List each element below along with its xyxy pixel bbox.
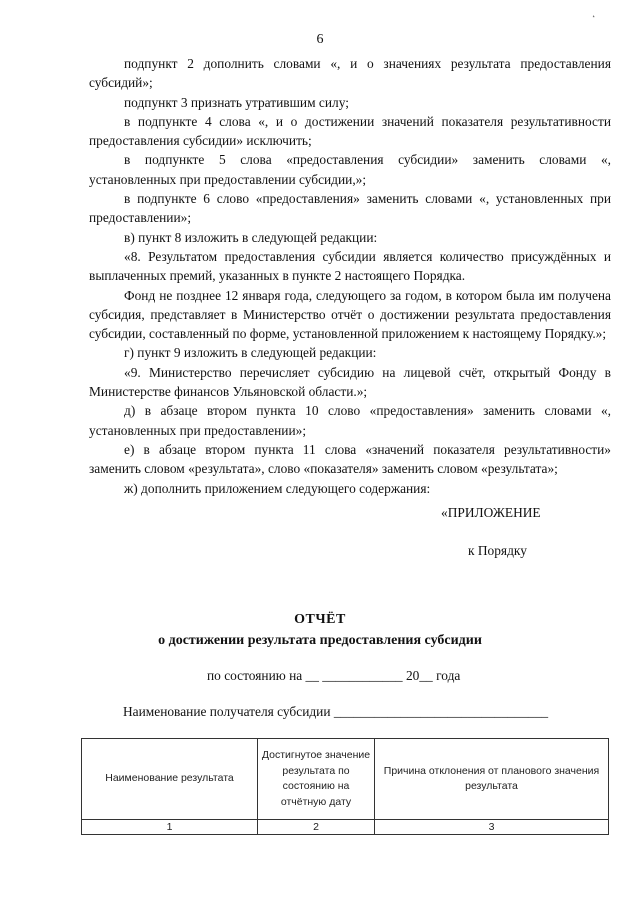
appendix-title: «ПРИЛОЖЕНИЕ — [441, 505, 541, 520]
paragraph: в подпункте 5 слова «предоставления субсидии» заменить словами «, установленных при предоставлении субсидии,»; — [89, 152, 611, 187]
table-header-cell: Наименование результата — [82, 739, 258, 820]
report-table — [81, 738, 609, 835]
table-header-cell: Достигнутое значение результата по состоянию на отчётную дату — [258, 739, 375, 820]
paragraph: в подпункте 6 слово «предоставления» заменить словами «, установленных при предоставлении»; — [89, 191, 611, 226]
table-cell: 2 — [258, 820, 375, 835]
table-cell: 3 — [375, 820, 609, 835]
paragraph: в подпункте 4 слова «, и о достижении значений показателя результативности предоставления субсидии» исключить; — [89, 113, 611, 149]
report-date-line: по состоянию на __ ____________ 20__ года — [207, 668, 461, 683]
appendix-subtitle: к Порядку — [468, 543, 527, 558]
report-title: ОТЧЁТ — [294, 612, 346, 627]
body-text — [89, 54, 611, 498]
report-subtitle: о достижении результата предоставления субсидии — [158, 633, 482, 648]
table-row — [82, 820, 609, 835]
table-header-row — [82, 739, 609, 820]
table-header-cell: Причина отклонения от планового значения результата — [375, 739, 609, 820]
paragraph: в) пункт 8 изложить в следующей редакции: — [124, 229, 378, 245]
table-cell: 1 — [82, 820, 258, 835]
paragraph: Фонд не позднее 12 января года, следующего за годом, в котором была им получена субсидия, представляет в Министерство отчёт о достижении результата предоставления субсидии, составленный по форме, установленной приложением к настоящему Порядку.»; — [89, 287, 611, 342]
page-number: 6 — [316, 32, 324, 47]
paragraph: ж) дополнить приложением следующего содержания: — [124, 480, 431, 496]
paragraph: «8. Результатом предоставления субсидии является количество присуждённых и выплаченных премий, указанных в пункте 2 настоящего Порядка. — [89, 248, 611, 284]
recipient-name-line: Наименование получателя субсидии ________________________________ — [123, 704, 549, 719]
paragraph: «9. Министерство перечисляет субсидию на лицевой счёт, открытый Фонду в Министерстве финансов Ульяновской области.»; — [89, 364, 611, 400]
paragraph: д) в абзаце втором пункта 10 слово «предоставления» заменить словами «, установленных при предоставлении»; — [89, 403, 611, 438]
corner-mark: ˔ — [592, 10, 596, 21]
paragraph: подпункт 2 дополнить словами «, и о значениях результата предоставления субсидий»; — [89, 56, 611, 91]
paragraph: е) в абзаце втором пункта 11 слова «значений показателя результативности» заменить словом «результата», слово «показателя» заменить словом «результата»; — [89, 441, 611, 477]
paragraph: подпункт 3 признать утратившим силу; — [124, 94, 349, 110]
paragraph: г) пункт 9 изложить в следующей редакции: — [124, 345, 377, 361]
